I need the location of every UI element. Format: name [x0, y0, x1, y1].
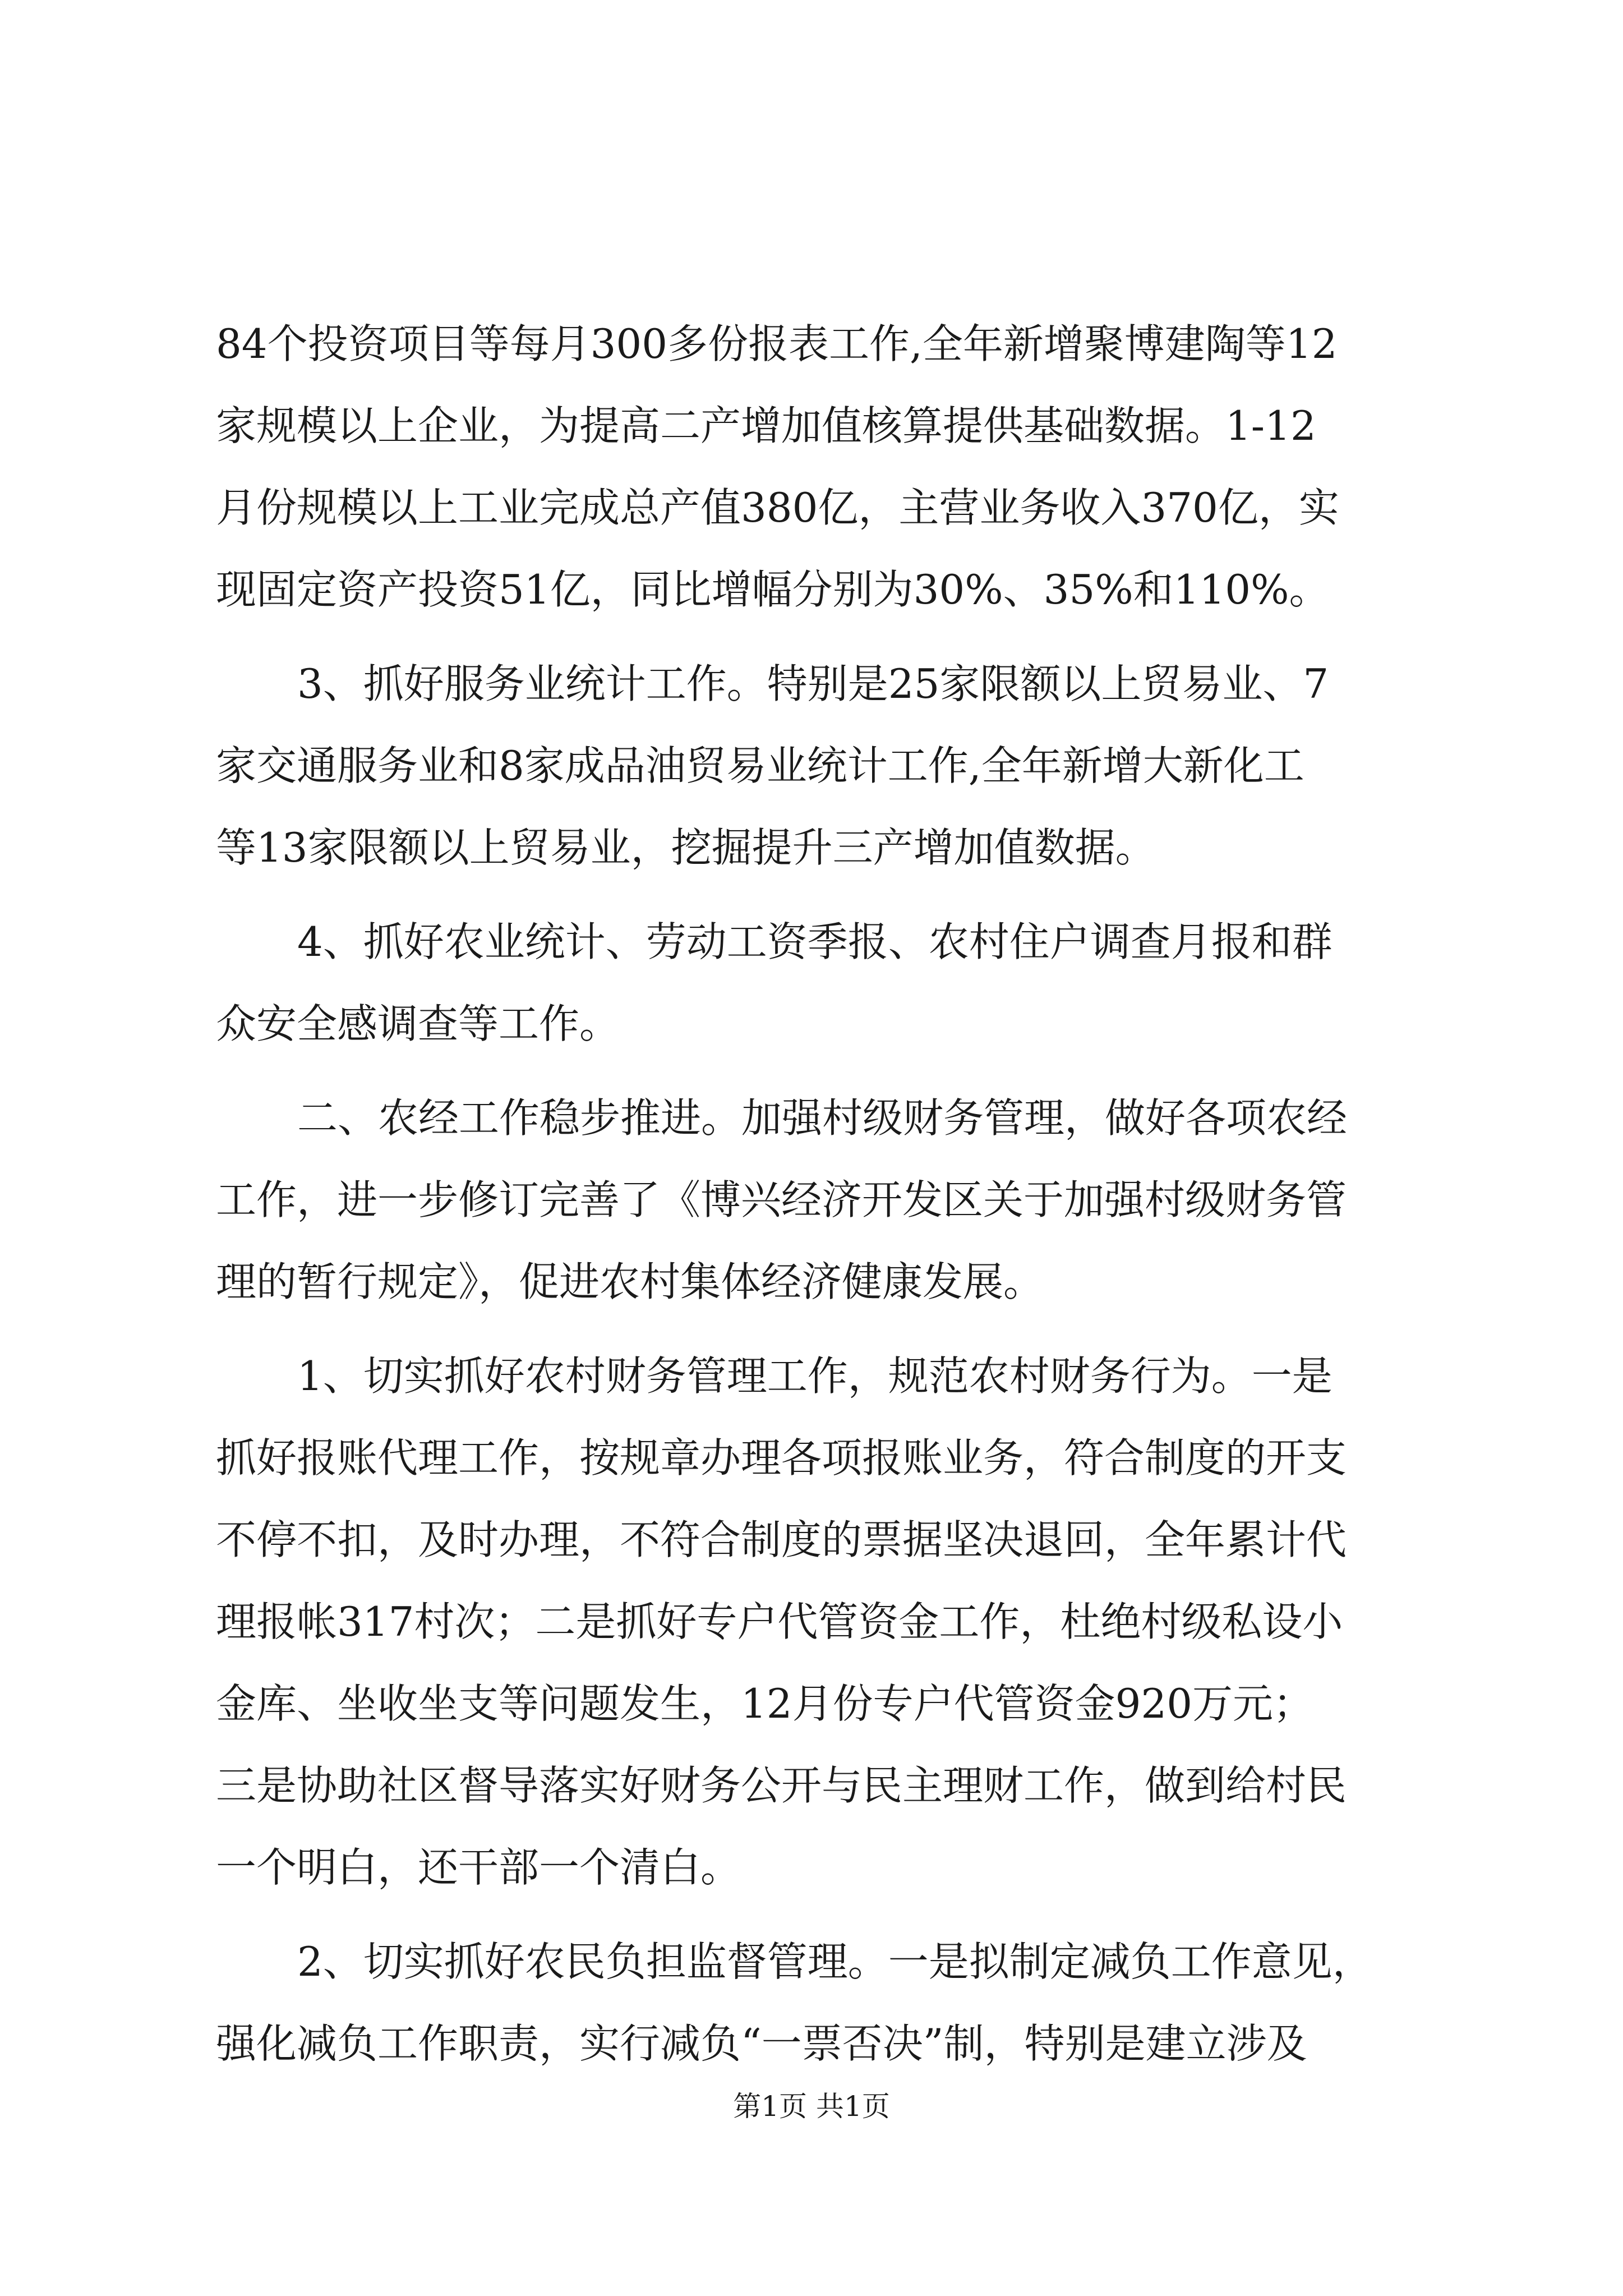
paragraph-first-line: 4、抓好农业统计、劳动工资季报、农村住户调查月报和群 — [297, 918, 1332, 965]
body-line: 金库、坐收坐支等问题发生，12月份专户代管资金920万元； — [216, 1680, 1314, 1727]
body-line: 三是协助社区督导落实好财务公开与民主理财工作，做到给村民 — [216, 1762, 1347, 1809]
body-line: 家交通服务业和8家成品油贸易业统计工作,全年新增大新化工 — [216, 742, 1304, 789]
page-number-footer: 第1页 共1页 — [733, 2090, 890, 2123]
body-line: 月份规模以上工业完成总产值380亿，主营业务收入370亿，实 — [216, 484, 1339, 531]
body-line: 抓好报账代理工作，按规章办理各项报账业务，符合制度的开支 — [216, 1434, 1347, 1481]
body-line: 不停不扣，及时办理，不符合制度的票据坚决退回，全年累计代 — [216, 1516, 1347, 1563]
paragraph-first-line: 2、切实抓好农民负担监督管理。一是拟制定减负工作意见， — [297, 1938, 1373, 1985]
body-line: 84个投资项目等每月300多份报表工作,全年新增聚博建陶等12 — [216, 320, 1338, 367]
body-line: 理报帐317村次；二是抓好专户代管资金工作，杜绝村级私设小 — [216, 1598, 1343, 1645]
body-line: 家规模以上企业，为提高二产增加值核算提供基础数据。1-12 — [216, 402, 1316, 449]
body-line: 现固定资产投资51亿，同比增幅分别为30%、35%和110%。 — [216, 566, 1330, 613]
body-line: 工作，进一步修订完善了《博兴经济开发区关于加强村级财务管 — [216, 1176, 1347, 1223]
document-body — [216, 303, 1427, 2085]
body-line: 众安全感调查等工作。 — [216, 1000, 620, 1047]
body-line: 强化减负工作职责，实行减负“一票否决”制，特别是建立涉及 — [216, 2020, 1307, 2067]
body-line: 理的暂行规定》，促进农村集体经济健康发展。 — [216, 1258, 1044, 1305]
paragraph-first-line: 3、抓好服务业统计工作。特别是25家限额以上贸易业、7 — [297, 660, 1329, 707]
section-heading-line: 二、农经工作稳步推进。加强村级财务管理，做好各项农经 — [297, 1094, 1348, 1142]
paragraph-first-line: 1、切实抓好农村财务管理工作，规范农村财务行为。一是 — [297, 1352, 1332, 1400]
body-line: 等13家限额以上贸易业，挖掘提升三产增加值数据。 — [216, 824, 1156, 871]
body-line: 一个明白，还干部一个清白。 — [216, 1844, 741, 1891]
